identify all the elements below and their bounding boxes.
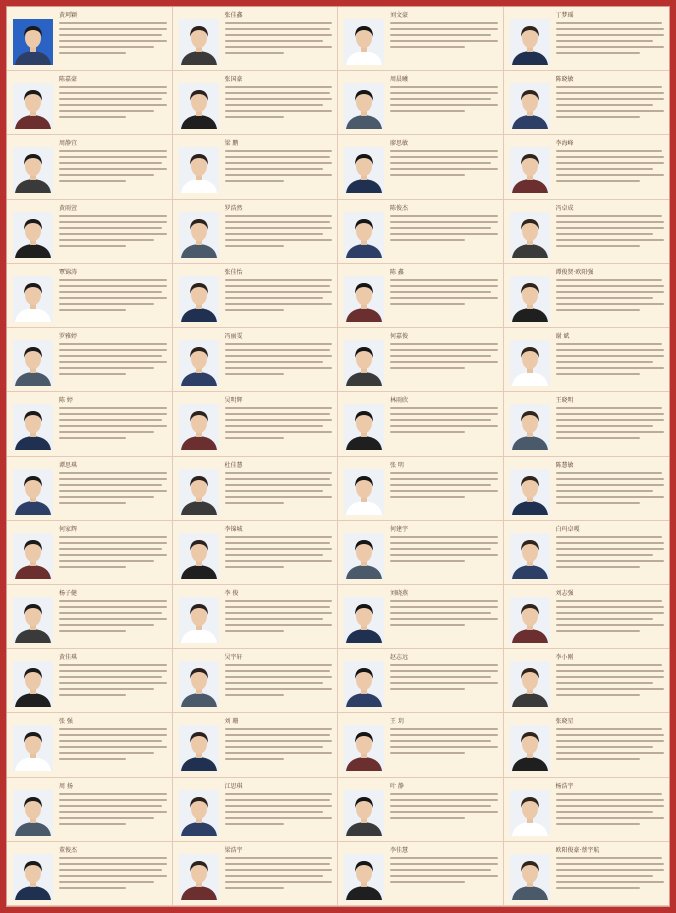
profile-bio-text [225, 279, 333, 323]
profile-card [173, 392, 339, 456]
profile-card [338, 778, 504, 842]
portrait-photo [13, 147, 53, 193]
profile-name: 吴宇轩 [224, 654, 243, 662]
portrait-photo [179, 212, 219, 258]
profile-card [7, 778, 173, 842]
profile-card [338, 264, 504, 328]
profile-bio-text [225, 472, 333, 516]
profile-name: 王晓明 [555, 397, 574, 405]
profile-bio-text [390, 472, 498, 516]
profile-bio-text [390, 664, 498, 708]
profile-bio-text [390, 150, 498, 194]
profile-bio-text [59, 279, 167, 323]
profile-name: 何家辉 [59, 525, 78, 533]
portrait-photo [344, 469, 384, 515]
profile-bio-text [225, 86, 333, 130]
profile-name: 谭俊贤·欧阳强 [555, 268, 594, 276]
portrait-photo [344, 276, 384, 322]
portrait-photo [179, 147, 219, 193]
portrait-photo [344, 725, 384, 771]
profile-bio-text [390, 857, 498, 901]
profile-card [504, 649, 670, 713]
profile-grid [6, 6, 670, 907]
profile-name: 梁浩宇 [224, 846, 243, 854]
portrait-photo [13, 340, 53, 386]
profile-name: 刘 珊 [224, 718, 239, 726]
profile-bio-text [556, 728, 665, 772]
portrait-photo [179, 404, 219, 450]
profile-bio-text [390, 728, 498, 772]
profile-bio-text [556, 793, 665, 837]
portrait-photo [344, 597, 384, 643]
profile-bio-text [556, 472, 665, 516]
profile-name: 赵志远 [390, 654, 409, 662]
profile-bio-text [556, 857, 665, 901]
profile-name: 冯卓成 [555, 204, 574, 212]
profile-bio-text [225, 857, 333, 901]
profile-name: 谭思琪 [59, 461, 78, 469]
portrait-photo [179, 533, 219, 579]
profile-card [7, 135, 173, 199]
profile-name: 罗浩然 [224, 204, 243, 212]
profile-card [173, 328, 339, 392]
portrait-photo [13, 404, 53, 450]
profile-name: 杜佳慧 [224, 461, 243, 469]
profile-name: 周静宜 [59, 140, 78, 148]
profile-bio-text [59, 215, 167, 259]
profile-bio-text [390, 22, 498, 66]
portrait-photo [179, 597, 219, 643]
profile-name: 谢 斌 [555, 333, 570, 341]
profile-card [173, 135, 339, 199]
portrait-photo [344, 212, 384, 258]
profile-bio-text [225, 150, 333, 194]
profile-name: 罗雅婷 [59, 333, 78, 341]
profile-bio-text [390, 600, 498, 644]
profile-name: 陈 鑫 [390, 268, 404, 276]
profile-bio-text [556, 664, 665, 708]
profile-bio-text [59, 793, 167, 837]
portrait-photo [13, 276, 53, 322]
profile-name: 周 扬 [59, 782, 73, 790]
profile-bio-text [59, 86, 167, 130]
profile-bio-text [556, 150, 665, 194]
profile-name: 陈嘉豪 [59, 76, 78, 84]
profile-card [173, 842, 339, 906]
profile-name: 欧阳俊豪·蔡宇航 [555, 846, 600, 854]
profile-name: 王 玥 [390, 718, 404, 726]
portrait-photo [344, 404, 384, 450]
profile-card [338, 457, 504, 521]
profile-bio-text [59, 22, 167, 66]
portrait-photo [510, 790, 550, 836]
portrait-photo [510, 147, 550, 193]
profile-name: 李佳慧 [390, 846, 409, 854]
profile-bio-text [556, 343, 665, 387]
profile-card [338, 713, 504, 777]
profile-card [7, 585, 173, 649]
profile-name: 黄雨萱 [59, 204, 78, 212]
profile-bio-text [59, 664, 167, 708]
profile-card [504, 135, 670, 199]
profile-name: 张国豪 [224, 76, 243, 84]
profile-card [173, 713, 339, 777]
profile-card [7, 842, 173, 906]
profile-bio-text [556, 600, 665, 644]
profile-name: 白玛卓嘎 [555, 525, 580, 533]
profile-bio-text [556, 86, 665, 130]
profile-card [504, 392, 670, 456]
profile-name: 叶 静 [390, 782, 404, 790]
profile-name: 冯丽雯 [224, 333, 243, 341]
portrait-photo [510, 725, 550, 771]
profile-name: 黄佳琪 [59, 654, 78, 662]
profile-name: 陈俊杰 [390, 204, 409, 212]
profile-card [7, 457, 173, 521]
portrait-photo [510, 19, 550, 65]
profile-name: 张佳怡 [224, 268, 243, 276]
profile-card [173, 71, 339, 135]
profile-card [7, 264, 173, 328]
profile-name: 李锦城 [224, 525, 243, 533]
profile-name: 吴明辉 [224, 397, 243, 405]
profile-card [173, 521, 339, 585]
profile-card [338, 649, 504, 713]
portrait-photo [510, 533, 550, 579]
profile-bio-text [59, 857, 167, 901]
profile-bio-text [390, 536, 498, 580]
profile-card [338, 328, 504, 392]
profile-bio-text [59, 407, 167, 451]
profile-card [504, 713, 670, 777]
profile-name: 刘晓燕 [390, 589, 409, 597]
profile-name: 刘文豪 [390, 12, 409, 19]
profile-card [504, 71, 670, 135]
profile-card [338, 7, 504, 71]
profile-bio-text [556, 279, 665, 323]
profile-bio-text [556, 215, 665, 259]
profile-name: 张 强 [59, 718, 73, 726]
profile-card [7, 7, 173, 71]
profile-name: 杨浩宇 [555, 782, 574, 790]
profile-card [338, 521, 504, 585]
portrait-photo [13, 212, 53, 258]
profile-bio-text [556, 407, 665, 451]
profile-name: 杨子健 [59, 589, 78, 597]
profile-name: 何嘉俊 [390, 333, 409, 341]
profile-name: 林雨欣 [390, 397, 409, 405]
profile-name: 黄珂颖 [59, 12, 78, 19]
profile-card [504, 585, 670, 649]
portrait-photo [510, 276, 550, 322]
profile-card [504, 200, 670, 264]
profile-bio-text [556, 22, 665, 66]
profile-name: 廖思敏 [390, 140, 409, 148]
profile-card [338, 200, 504, 264]
portrait-photo [510, 404, 550, 450]
portrait-photo [510, 854, 550, 900]
profile-bio-text [390, 407, 498, 451]
portrait-photo [13, 469, 53, 515]
portrait-photo [13, 533, 53, 579]
portrait-photo [13, 725, 53, 771]
profile-name: 陈 婷 [59, 397, 73, 405]
profile-card [338, 71, 504, 135]
portrait-photo [344, 533, 384, 579]
profile-card [173, 200, 339, 264]
portrait-photo [179, 725, 219, 771]
portrait-photo [510, 661, 550, 707]
profile-name: 张晓星 [555, 718, 574, 726]
profile-card [173, 649, 339, 713]
portrait-photo [344, 83, 384, 129]
profile-card [504, 457, 670, 521]
profile-name: 董俊杰 [59, 846, 78, 854]
portrait-photo [510, 340, 550, 386]
profile-name: 梁 鹏 [224, 140, 239, 148]
portrait-photo [344, 854, 384, 900]
profile-card [504, 7, 670, 71]
profile-card [7, 200, 173, 264]
profile-bio-text [390, 86, 498, 130]
portrait-photo [179, 83, 219, 129]
portrait-photo [344, 661, 384, 707]
profile-name: 江思琪 [224, 782, 243, 790]
profile-card [173, 7, 339, 71]
portrait-photo [13, 854, 53, 900]
profile-name: 李 俊 [224, 589, 239, 597]
profile-bio-text [59, 600, 167, 644]
profile-card [7, 328, 173, 392]
portrait-photo [13, 597, 53, 643]
portrait-photo [13, 790, 53, 836]
profile-bio-text [225, 793, 333, 837]
profile-bio-text [390, 343, 498, 387]
profile-name: 张佳鑫 [224, 12, 243, 19]
profile-bio-text [390, 215, 498, 259]
profile-card [504, 521, 670, 585]
portrait-photo [179, 276, 219, 322]
profile-card [7, 392, 173, 456]
profile-card [7, 649, 173, 713]
profile-bio-text [225, 215, 333, 259]
portrait-photo [179, 790, 219, 836]
profile-card [173, 778, 339, 842]
profile-name: 陈晓敏 [555, 76, 574, 84]
portrait-photo [13, 19, 53, 65]
profile-bio-text [59, 150, 167, 194]
profile-bio-text [225, 343, 333, 387]
portrait-photo [510, 597, 550, 643]
profile-name: 周晨曦 [390, 76, 409, 84]
profile-name: 陈慧敏 [555, 461, 574, 469]
portrait-photo [510, 212, 550, 258]
portrait-photo [179, 19, 219, 65]
profile-name: 李海峰 [555, 140, 574, 148]
profile-card [504, 842, 670, 906]
profile-name: 李小刚 [555, 654, 574, 662]
profile-bio-text [556, 536, 665, 580]
portrait-photo [13, 661, 53, 707]
profile-card [338, 392, 504, 456]
profile-bio-text [225, 728, 333, 772]
profile-name: 张 明 [390, 461, 404, 469]
portrait-photo [344, 790, 384, 836]
profile-card [173, 457, 339, 521]
profile-card [338, 135, 504, 199]
profile-name: 覃锦涛 [59, 268, 78, 276]
portrait-photo [179, 469, 219, 515]
profile-card [7, 71, 173, 135]
profile-bio-text [390, 279, 498, 323]
portrait-photo [344, 340, 384, 386]
profile-card [338, 842, 504, 906]
profile-card [7, 713, 173, 777]
profile-card [504, 264, 670, 328]
profile-name: 刘志强 [555, 589, 574, 597]
profile-card [173, 585, 339, 649]
portrait-photo [344, 19, 384, 65]
profile-name: 丁梦瑶 [555, 12, 574, 19]
profile-card [504, 778, 670, 842]
profile-bio-text [225, 22, 333, 66]
profile-bio-text [59, 343, 167, 387]
profile-bio-text [225, 536, 333, 580]
profile-card [173, 264, 339, 328]
profile-bio-text [59, 472, 167, 516]
portrait-photo [344, 147, 384, 193]
portrait-photo [13, 83, 53, 129]
profile-card [504, 328, 670, 392]
portrait-photo [510, 469, 550, 515]
portrait-photo [179, 854, 219, 900]
profile-card [7, 521, 173, 585]
profile-bio-text [225, 664, 333, 708]
profile-name: 何建宇 [390, 525, 409, 533]
profile-card [338, 585, 504, 649]
profile-bio-text [390, 793, 498, 837]
portrait-photo [179, 661, 219, 707]
profile-bio-text [225, 600, 333, 644]
profile-bio-text [59, 728, 167, 772]
portrait-photo [179, 340, 219, 386]
profile-bio-text [225, 407, 333, 451]
profile-bio-text [59, 536, 167, 580]
portrait-photo [510, 83, 550, 129]
